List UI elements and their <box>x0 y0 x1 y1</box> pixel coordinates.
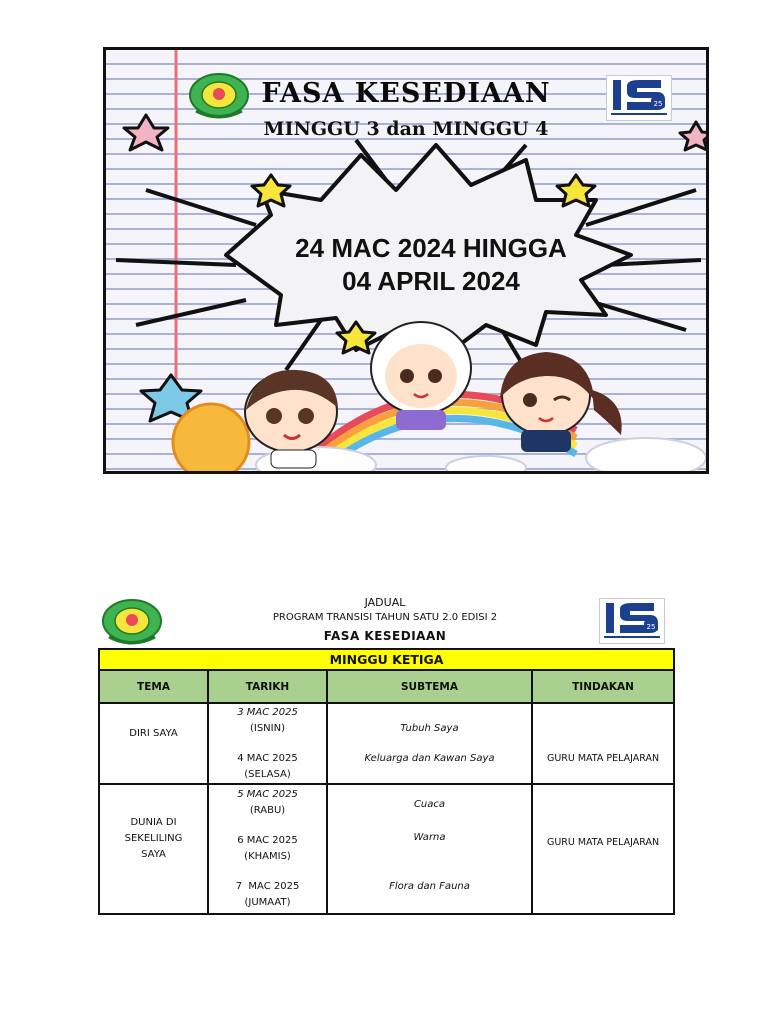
tema-text: DIRI SAYA <box>129 727 178 739</box>
table-header-row <box>99 670 674 703</box>
subtema-text: Keluarga dan Kawan Saya <box>364 752 495 764</box>
document-heading-program: PROGRAM TRANSISI TAHUN SATU 2.0 EDISI 2 <box>272 612 498 623</box>
tarikh-cell <box>208 703 327 784</box>
table-row <box>99 703 674 784</box>
date-text: 5 MAC 2025 <box>237 789 298 800</box>
sun-icon <box>173 404 249 471</box>
week-title: MINGGU KETIGA <box>99 649 674 670</box>
school-crest-icon <box>188 71 250 121</box>
subtema-text: Cuaca <box>413 799 446 810</box>
day-text: (SELASA) <box>244 768 291 780</box>
subtema-cell <box>327 703 532 784</box>
transisi-program-logo-icon <box>606 75 672 121</box>
tema-text: DUNIA DI <box>130 817 177 828</box>
schedule-table <box>98 648 675 915</box>
date-text: 6 MAC 2025 <box>237 835 298 846</box>
document-heading-phase: FASA KESEDIAAN <box>323 629 447 643</box>
poster-date-line-1: 24 MAC 2024 HINGGA <box>295 233 567 263</box>
school-crest-icon <box>101 597 163 647</box>
column-header-subtema: SUBTEMA <box>327 670 532 703</box>
tindakan-text: GURU MATA PELAJARAN <box>546 752 660 764</box>
column-header-tarikh: TARIKH <box>208 670 327 703</box>
tindakan-cell <box>532 784 674 914</box>
tema-cell <box>99 703 208 784</box>
tema-cell <box>99 784 208 914</box>
tarikh-cell <box>208 784 327 914</box>
week-title-row <box>99 649 674 670</box>
girl-character-icon <box>500 352 622 452</box>
tindakan-cell <box>532 703 674 784</box>
table-row <box>99 784 674 914</box>
document-heading-jadual: JADUAL <box>364 596 406 609</box>
day-text: (RABU) <box>249 805 286 816</box>
subtema-text: Tubuh Saya <box>400 722 459 734</box>
poster-date-line-2: 04 APRIL 2024 <box>342 266 520 296</box>
svg-text:25: 25 <box>653 100 663 108</box>
subtema-text: Flora dan Fauna <box>389 881 470 892</box>
day-text: (JUMAAT) <box>244 897 291 908</box>
column-header-tindakan: TINDAKAN <box>532 670 674 703</box>
tema-text: SEKELILING <box>124 833 183 844</box>
column-header-tema: TEMA <box>99 670 208 703</box>
tema-text: SAYA <box>141 849 166 860</box>
day-text: (ISNIN) <box>249 722 285 734</box>
poster-subtitle: MINGGU 3 dan MINGGU 4 <box>263 118 549 140</box>
subtema-cell <box>327 784 532 914</box>
date-text: 4 MAC 2025 <box>237 752 298 764</box>
transisi-program-logo-icon <box>599 598 665 644</box>
svg-text:25: 25 <box>646 623 656 631</box>
date-text: 7 MAC 2025 <box>235 881 300 892</box>
day-text: (KHAMIS) <box>244 851 291 862</box>
date-text: 3 MAC 2025 <box>237 706 298 718</box>
tindakan-text: GURU MATA PELAJARAN <box>546 837 660 848</box>
subtema-text: Warna <box>413 832 446 843</box>
poster-title: FASA KESEDIAAN <box>261 78 551 109</box>
